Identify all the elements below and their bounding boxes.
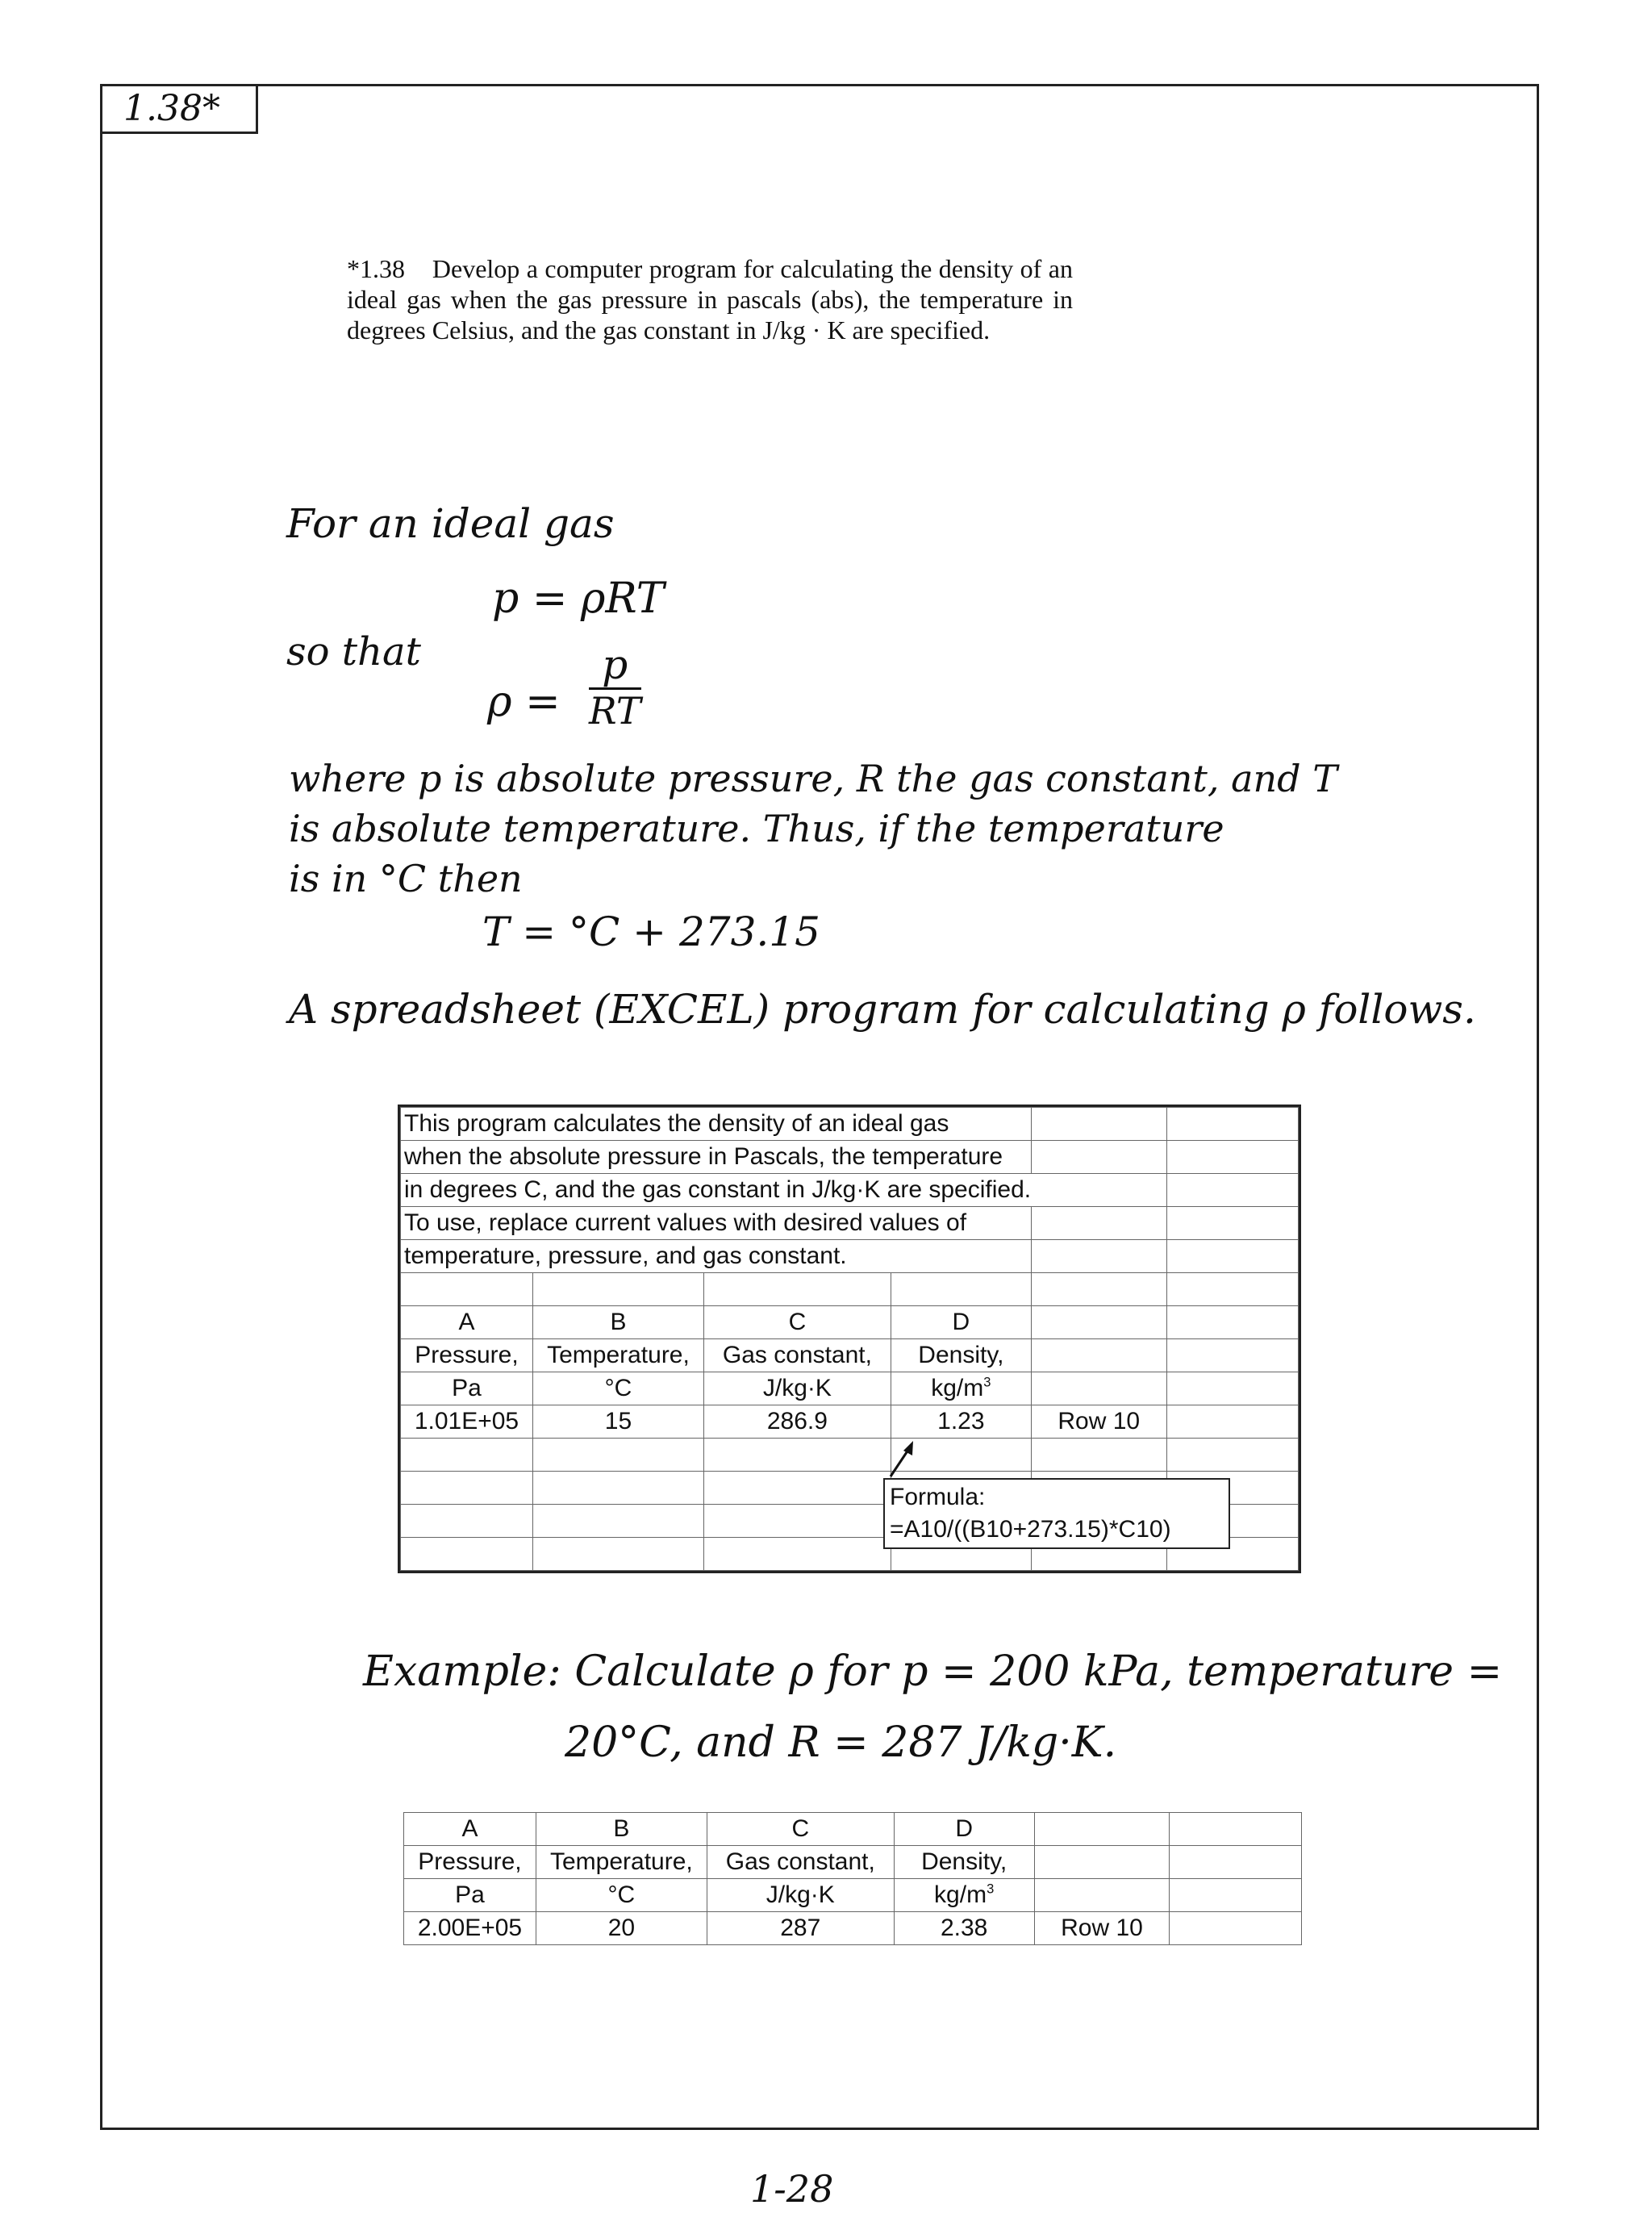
- col-letter-a: A: [401, 1306, 533, 1339]
- problem-text: Develop a computer program for calculating the density of an ideal gas when the gas pressure in pascals (abs), the temperature in degrees Celsius, and the gas constant in J/kg · K are specified.: [347, 254, 1074, 345]
- formula-callout: [883, 1478, 1230, 1549]
- header-temperature: Temperature,: [536, 1846, 707, 1879]
- value-pressure[interactable]: 1.01E+05: [401, 1405, 533, 1439]
- unit-pressure: Pa: [401, 1372, 533, 1405]
- formula-label: Formula:: [890, 1484, 986, 1510]
- value-temperature[interactable]: 20: [536, 1912, 707, 1945]
- col-letter-d: D: [894, 1813, 1034, 1846]
- unit-density-base: kg/m: [934, 1881, 987, 1908]
- value-pressure[interactable]: 2.00E+05: [404, 1912, 536, 1945]
- units-row: [401, 1372, 1299, 1405]
- value-temperature[interactable]: 15: [532, 1405, 703, 1439]
- desc-line-4: To use, replace current values with desired values of: [401, 1207, 1032, 1240]
- solution-line-1: For an ideal gas: [286, 500, 615, 547]
- header-gas-constant: Gas constant,: [703, 1339, 891, 1372]
- unit-density-base: kg/m: [931, 1375, 984, 1401]
- example-line-2: 20°C, and R = 287 J/kg·K.: [565, 1718, 1117, 1767]
- value-gas-constant[interactable]: 286.9: [703, 1405, 891, 1439]
- so-that-text: so that: [286, 629, 421, 674]
- equation-density-lhs: ρ =: [487, 678, 561, 726]
- equation-temperature: T = °C + 273.15: [482, 908, 820, 955]
- where-line-3: is in °C then: [289, 857, 523, 900]
- value-gas-constant[interactable]: 287: [707, 1912, 894, 1945]
- unit-gas-constant: J/kg·K: [703, 1372, 891, 1405]
- formula-text: =A10/((B10+273.15)*C10): [890, 1516, 1171, 1543]
- desc-line-3: in degrees C, and the gas constant in J/kg·K are specified.: [401, 1174, 1167, 1207]
- col-letter-c: C: [707, 1813, 894, 1846]
- equation-ideal-gas: p = ρRT: [492, 574, 665, 623]
- unit-temperature: °C: [532, 1372, 703, 1405]
- desc-line-2: when the absolute pressure in Pascals, the temperature: [401, 1141, 1032, 1174]
- column-letters-row: [404, 1813, 1302, 1846]
- spreadsheet-intro: A spreadsheet (EXCEL) program for calculating ρ follows.: [289, 986, 1476, 1033]
- problem-tag: 1.38*: [100, 84, 258, 134]
- row-label: Row 10: [1034, 1912, 1170, 1945]
- col-letter-d: D: [891, 1306, 1031, 1339]
- problem-number: *1.38: [347, 254, 405, 283]
- header-pressure: Pressure,: [404, 1846, 536, 1879]
- where-line-2: is absolute temperature. Thus, if the temperature: [289, 807, 1224, 850]
- header-temperature: Temperature,: [532, 1339, 703, 1372]
- col-letter-a: A: [404, 1813, 536, 1846]
- desc-line-1: This program calculates the density of an ideal gas: [401, 1108, 1032, 1141]
- values-row: [404, 1912, 1302, 1945]
- unit-density-exponent: 3: [987, 1881, 995, 1897]
- header-gas-constant: Gas constant,: [707, 1846, 894, 1879]
- row-label: Row 10: [1031, 1405, 1166, 1439]
- unit-density: [891, 1372, 1031, 1405]
- col-letter-b: B: [536, 1813, 707, 1846]
- example-line-1: Example: Calculate ρ for p = 200 kPa, temperature =: [363, 1647, 1503, 1696]
- problem-statement: [347, 253, 1073, 345]
- col-letter-c: C: [703, 1306, 891, 1339]
- page-number: 1-28: [750, 2167, 834, 2211]
- desc-line-5: temperature, pressure, and gas constant.: [401, 1240, 1032, 1273]
- header-row: [401, 1339, 1299, 1372]
- header-density: Density,: [891, 1339, 1031, 1372]
- header-density: Density,: [894, 1846, 1034, 1879]
- col-letter-b: B: [532, 1306, 703, 1339]
- values-row: [401, 1405, 1299, 1439]
- formula-arrow-icon: [886, 1439, 918, 1480]
- equation-density-fraction: [589, 642, 641, 732]
- header-pressure: Pressure,: [401, 1339, 533, 1372]
- unit-density: [894, 1879, 1034, 1912]
- unit-pressure: Pa: [404, 1879, 536, 1912]
- unit-gas-constant: J/kg·K: [707, 1879, 894, 1912]
- unit-density-exponent: 3: [983, 1375, 991, 1390]
- spreadsheet-example: [403, 1812, 1302, 1945]
- value-density[interactable]: 2.38: [894, 1912, 1034, 1945]
- fraction-numerator: p: [589, 642, 641, 690]
- column-letters-row: [401, 1306, 1299, 1339]
- unit-temperature: °C: [536, 1879, 707, 1912]
- header-row: [404, 1846, 1302, 1879]
- units-row: [404, 1879, 1302, 1912]
- where-line-1: where p is absolute pressure, R the gas constant, and T: [289, 757, 1337, 800]
- fraction-denominator: RT: [589, 689, 641, 733]
- value-density[interactable]: 1.23: [891, 1405, 1031, 1439]
